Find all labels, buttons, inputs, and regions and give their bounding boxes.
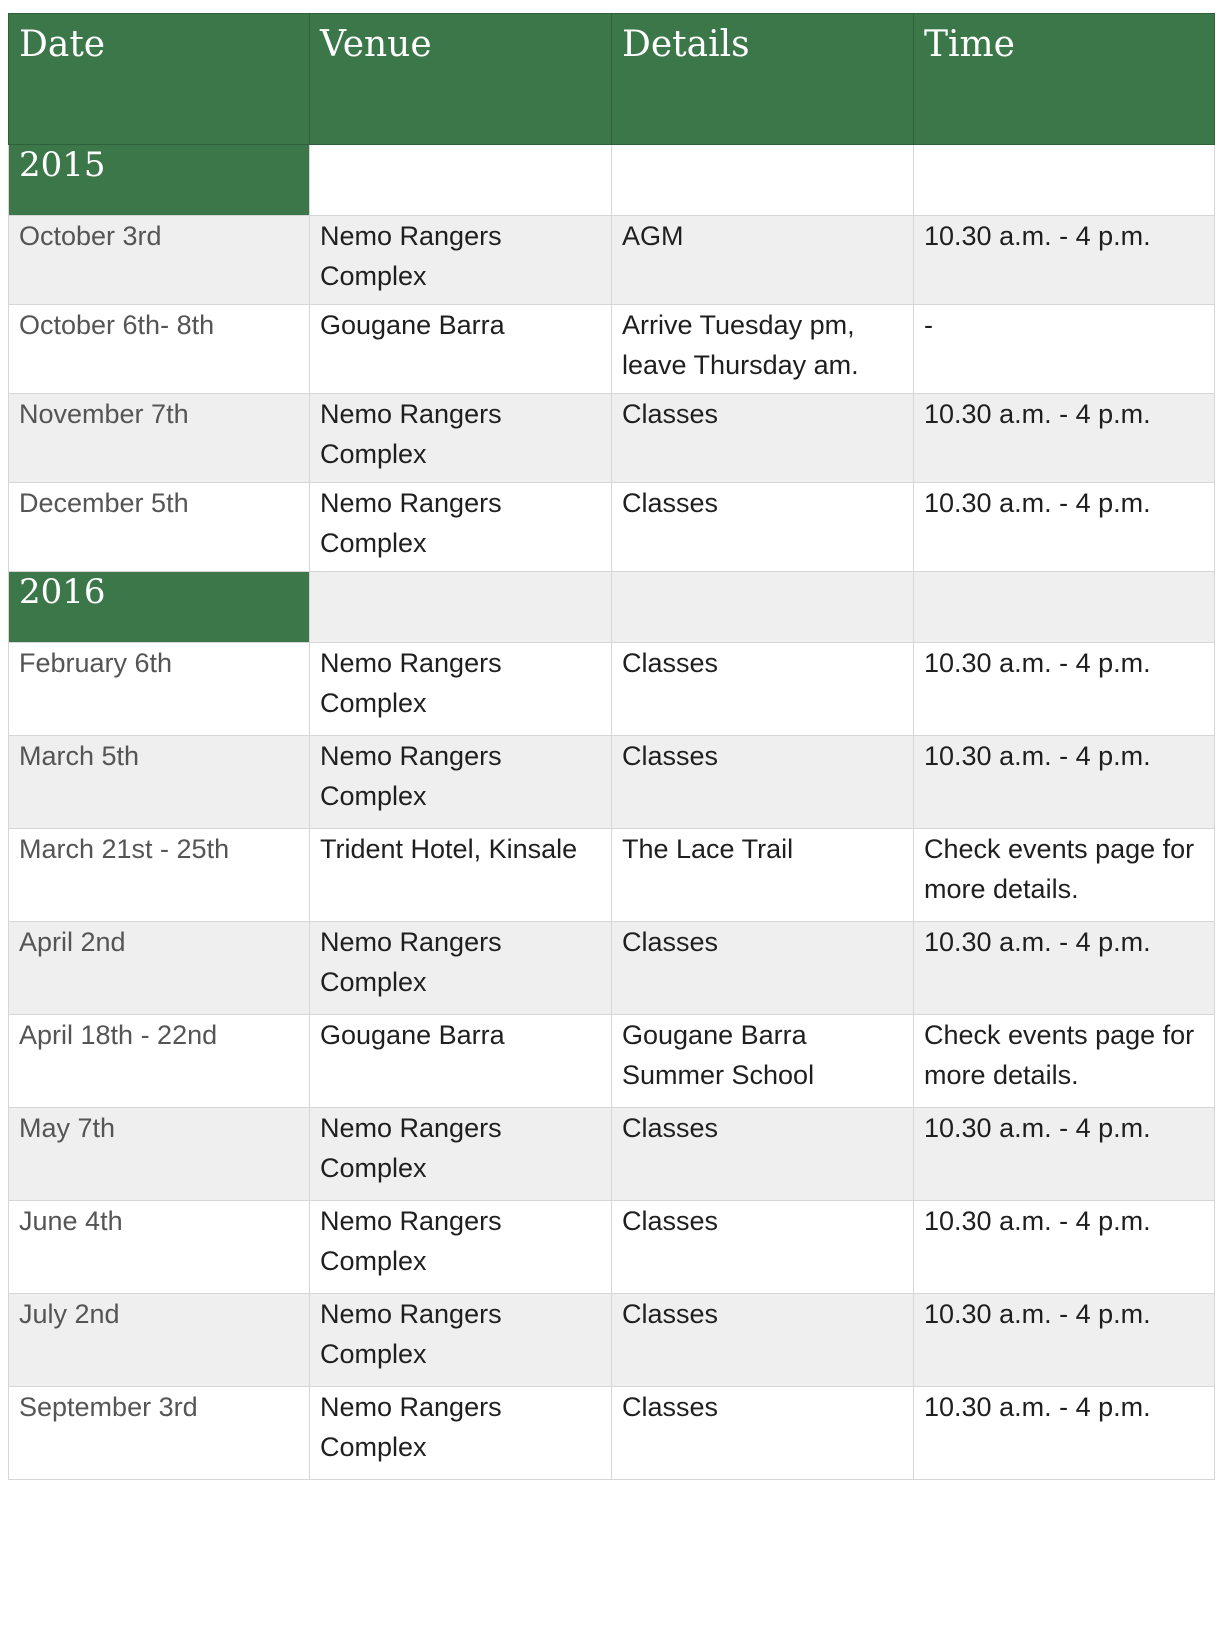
event-details: Classes — [612, 922, 914, 1015]
event-time: 10.30 a.m. - 4 p.m. — [914, 1201, 1215, 1294]
event-venue: Nemo Rangers Complex — [310, 1294, 612, 1387]
event-details: The Lace Trail — [612, 829, 914, 922]
header-details: Details — [612, 14, 914, 145]
header-venue: Venue — [310, 14, 612, 145]
event-date: June 4th — [9, 1201, 310, 1294]
event-details: Classes — [612, 1387, 914, 1480]
empty-cell — [310, 572, 612, 643]
event-date: March 5th — [9, 736, 310, 829]
event-time: 10.30 a.m. - 4 p.m. — [914, 483, 1215, 572]
events-schedule-table — [8, 13, 1215, 1480]
event-time: 10.30 a.m. - 4 p.m. — [914, 216, 1215, 305]
header-date: Date — [9, 14, 310, 145]
event-time: - — [914, 305, 1215, 394]
table-row — [9, 1294, 1215, 1387]
event-details: Classes — [612, 1294, 914, 1387]
event-time: Check events page for more details. — [914, 829, 1215, 922]
empty-cell — [914, 145, 1215, 216]
table-row — [9, 922, 1215, 1015]
year-row-2016 — [9, 572, 1215, 643]
event-venue: Nemo Rangers Complex — [310, 1108, 612, 1201]
event-venue: Gougane Barra — [310, 305, 612, 394]
event-details: Classes — [612, 736, 914, 829]
event-time: 10.30 a.m. - 4 p.m. — [914, 736, 1215, 829]
event-date: February 6th — [9, 643, 310, 736]
event-details: Classes — [612, 1201, 914, 1294]
event-date: July 2nd — [9, 1294, 310, 1387]
event-venue: Nemo Rangers Complex — [310, 216, 612, 305]
empty-cell — [914, 572, 1215, 643]
event-date: November 7th — [9, 394, 310, 483]
event-time: 10.30 a.m. - 4 p.m. — [914, 1108, 1215, 1201]
event-date: December 5th — [9, 483, 310, 572]
event-venue: Nemo Rangers Complex — [310, 736, 612, 829]
event-time: 10.30 a.m. - 4 p.m. — [914, 394, 1215, 483]
event-time: 10.30 a.m. - 4 p.m. — [914, 1294, 1215, 1387]
table-row — [9, 1201, 1215, 1294]
event-venue: Trident Hotel, Kinsale — [310, 829, 612, 922]
event-time: 10.30 a.m. - 4 p.m. — [914, 643, 1215, 736]
event-time: 10.30 a.m. - 4 p.m. — [914, 922, 1215, 1015]
table-row — [9, 1015, 1215, 1108]
year-label: 2015 — [9, 145, 310, 216]
event-date: April 18th - 22nd — [9, 1015, 310, 1108]
event-date: October 3rd — [9, 216, 310, 305]
table-row — [9, 305, 1215, 394]
event-date: September 3rd — [9, 1387, 310, 1480]
table-row — [9, 643, 1215, 736]
event-details: Classes — [612, 483, 914, 572]
event-venue: Nemo Rangers Complex — [310, 394, 612, 483]
header-row — [9, 14, 1215, 145]
year-row-2015 — [9, 145, 1215, 216]
event-details: Classes — [612, 643, 914, 736]
table-row — [9, 216, 1215, 305]
event-venue: Gougane Barra — [310, 1015, 612, 1108]
event-time: Check events page for more details. — [914, 1015, 1215, 1108]
event-date: March 21st - 25th — [9, 829, 310, 922]
empty-cell — [612, 572, 914, 643]
event-venue: Nemo Rangers Complex — [310, 643, 612, 736]
table-row — [9, 1387, 1215, 1480]
event-venue: Nemo Rangers Complex — [310, 1387, 612, 1480]
table-row — [9, 483, 1215, 572]
table-row — [9, 829, 1215, 922]
event-venue: Nemo Rangers Complex — [310, 922, 612, 1015]
header-time: Time — [914, 14, 1215, 145]
year-label: 2016 — [9, 572, 310, 643]
table-row — [9, 1108, 1215, 1201]
event-date: April 2nd — [9, 922, 310, 1015]
event-details: Classes — [612, 1108, 914, 1201]
event-date: October 6th- 8th — [9, 305, 310, 394]
event-details: Gougane Barra Summer School — [612, 1015, 914, 1108]
event-venue: Nemo Rangers Complex — [310, 1201, 612, 1294]
event-details: Classes — [612, 394, 914, 483]
table-row — [9, 394, 1215, 483]
empty-cell — [612, 145, 914, 216]
event-details: AGM — [612, 216, 914, 305]
event-details: Arrive Tuesday pm, leave Thursday am. — [612, 305, 914, 394]
event-time: 10.30 a.m. - 4 p.m. — [914, 1387, 1215, 1480]
empty-cell — [310, 145, 612, 216]
event-date: May 7th — [9, 1108, 310, 1201]
event-venue: Nemo Rangers Complex — [310, 483, 612, 572]
table-row — [9, 736, 1215, 829]
